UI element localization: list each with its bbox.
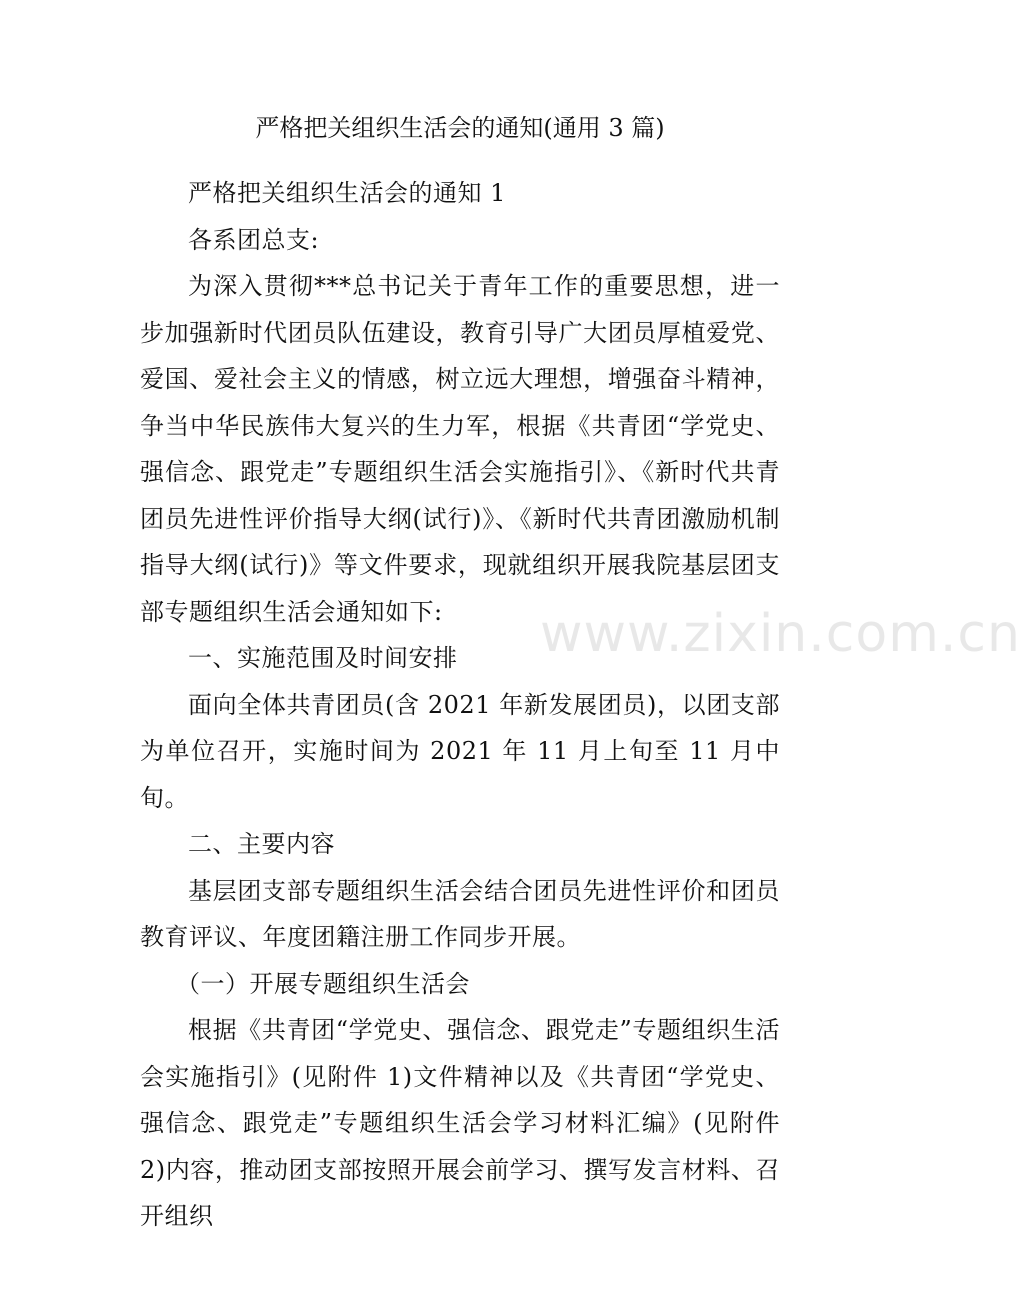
heading-scope-time: 一、实施范围及时间安排 [188, 644, 458, 672]
document-title: 严格把关组织生活会的通知(通用 3 篇) [255, 114, 665, 142]
subheading-organize-meeting: （一）开展专题组织生活会 [176, 969, 470, 998]
meeting-paragraph: 根据《共青团“学党史、强信念、跟党走”专题组织生活会实施指引》(见附件 1)文件精神以及《共青团“学党史、强信念、跟党走”专题组织生活会学习材料汇编》(见附件 2)内容，推动团支部按照开展会前学习、撰写发言材料、召开组织 [140, 1016, 780, 1230]
scope-paragraph: 面向全体共青团员(含 2021 年新发展团员)，以团支部为单位召开，实施时间为 2021 年 11 月上旬至 11 月中旬。 [140, 690, 780, 812]
salutation: 各系团总支: [188, 225, 320, 254]
heading-main-content: 二、主要内容 [188, 830, 335, 858]
document-body [140, 170, 780, 1240]
content-paragraph: 基层团支部专题组织生活会结合团员先进性评价和团员教育评议、年度团籍注册工作同步开展。 [140, 876, 780, 951]
intro-paragraph: 为深入贯彻***总书记关于青年工作的重要思想，进一步加强新时代团员队伍建设，教育引导广大团员厚植爱党、爱国、爱社会主义的情感，树立远大理想，增强奋斗精神，争当中华民族伟大复兴的生力军，根据《共青团“学党史、强信念、跟党走”专题组织生活会实施指引》、《新时代共青团员先进性评价指导大纲(试行)》、《新时代共青团激励机制指导大纲(试行)》等文件要求，现就组织开展我院基层团支部专题组织生活会通知如下: [140, 272, 780, 626]
watermark: www.zixin.com.cn [540, 604, 1021, 664]
section-heading-1: 严格把关组织生活会的通知 1 [188, 179, 506, 207]
